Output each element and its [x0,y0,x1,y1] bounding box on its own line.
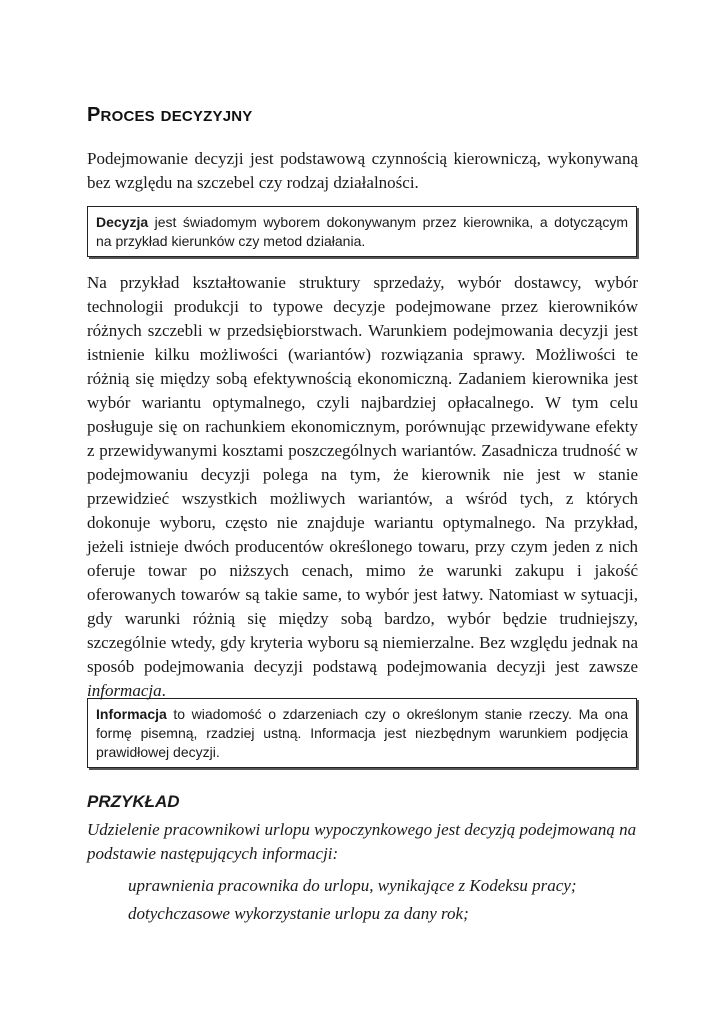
definition-box-informacja [87,698,637,768]
paragraph-line: technologii produkcji to typowe decyzje podejmowane przez kierowników [87,297,638,316]
heading-word2: DECYZYJNY [160,108,253,125]
main-paragraph [87,271,638,703]
example-intro-line: Udzielenie pracownikowi urlopu wypoczynkowego jest decyzją podejmowaną na [87,820,637,839]
definition-term: Informacja [96,706,167,722]
example-list-item: dotychczasowe wykorzystanie urlopu za dany rok; [128,904,469,923]
example-intro [87,818,640,866]
paragraph-line: różnych szczebli w przedsiębiorstwach. Warunkiem podejmowania decyzji jest [87,321,638,340]
example-intro-line: podstawie następujących informacji: [87,844,339,863]
definition-line: na przykład kierunków czy metod działania. [96,233,366,249]
paragraph-line: z przewidywanymi kosztami poszczególnych wariantów. Zasadnicza trudność w [87,441,638,460]
definition-box-decyzja [87,206,637,257]
paragraph-line: oferowanych towarów są takie same, to wybór jest łatwy. Natomiast w sytuacji, [87,585,638,604]
definition-term: Decyzja [96,214,149,230]
intro-line: Podejmowanie decyzji jest podstawową czynnością kierowniczą, wykonywaną [87,149,638,168]
definition-line [96,213,628,232]
paragraph-line: istnienie kilku możliwości (wariantów) rozwiązania sprawy. Możliwości te [87,345,638,364]
heading-first-letter: P [87,104,101,126]
paragraph-line: posługuje się on rachunkiem ekonomicznym, porównując przewidywane efekty [87,417,638,436]
paragraph-line: szczególnie wtedy, gdy kryteria wyboru są niemierzalne. Bez względu jednak na [87,633,638,652]
paragraph-line: oferuje towar po niższych cenach, mimo że warunki zakupu i jakość [87,561,638,580]
definition-line: formę pisemną, rzadziej ustną. Informacja jest niezbędnym warunkiem podjęcia [96,725,628,741]
paragraph-line: przewidzieć wszystkich możliwych wariantów, a wśród tych, z których [87,489,638,508]
paragraph-line: sposób podejmowania decyzji podstawą podejmowania decyzji jest zawsze [87,657,638,676]
example-list-item: uprawnienia pracownika do urlopu, wynikające z Kodeksu pracy; [128,876,577,895]
example-title: PRZYKŁAD [87,792,180,811]
paragraph-line: podejmowaniu decyzji polega na tym, że kierownik nie jest w stanie [87,465,638,484]
definition-text: jest świadomym wyborem dokonywanym przez kierownika, a dotyczącym [148,214,628,230]
paragraph-line: Na przykład kształtowanie struktury sprzedaży, wybór dostawcy, wybór [87,273,638,292]
paragraph-end: . [161,681,166,700]
paragraph-line: wybór wariantu optymalnego, czyli najbardziej opłacalnego. W tym celu [87,393,638,412]
paragraph-line: dokonuje wyboru, często nie znajduje wariantu optymalnego. Na przykład, [87,513,638,532]
intro-line: bez względu na szczebel czy rodzaj działalności. [87,173,419,192]
definition-line: prawidłowej decyzji. [96,744,220,760]
intro-paragraph [87,147,638,195]
paragraph-line: różnią się między sobą efektywnością ekonomiczną. Zadaniem kierownika jest [87,369,638,388]
paragraph-line: gdy warunki różnią się między sobą bardzo, wybór będzie trudniejszy, [87,609,638,628]
definition-text: to wiadomość o zdarzeniach czy o określonym stanie rzeczy. Ma ona [166,706,628,722]
paragraph-line: jeżeli istnieje dwóch producentów określonego towaru, przy czym jeden z nich [87,537,638,556]
definition-line [96,705,628,724]
section-heading [87,104,252,127]
heading-word1-rest: ROCES [100,108,155,125]
paragraph-italic-term: informacja [87,681,162,700]
